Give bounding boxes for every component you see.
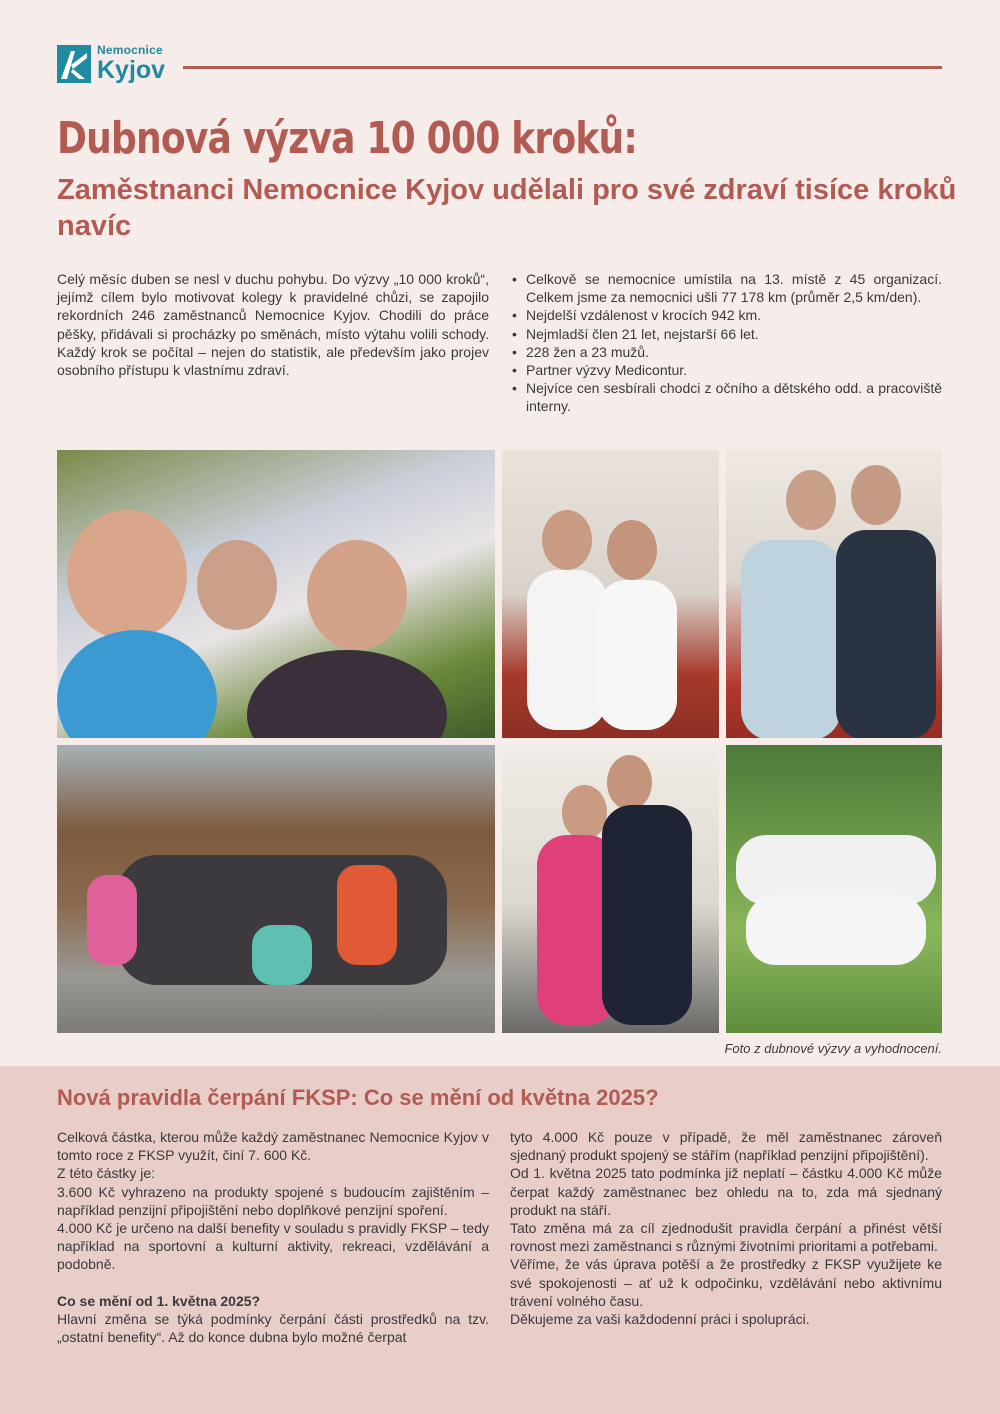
fksp-title: Nová pravidla čerpání FKSP: Co se mění od května 2025? bbox=[57, 1085, 659, 1110]
stat-item: • Nejdelší vzdálenost v krocích 942 km. bbox=[510, 306, 942, 324]
header-divider bbox=[183, 66, 942, 69]
article-title: Dubnová výzva 10 000 kroků: bbox=[57, 113, 638, 164]
stat-item: • Nejvíce cen sesbírali chodci z očního a dětského odd. a pracoviště interny. bbox=[510, 379, 942, 415]
fksp-paragraph: Tato změna má za cíl zjednodušit pravidla čerpání a přinést větší rovnost mezi zaměstnanci s různými životními prioritami a potřebami. bbox=[510, 1220, 942, 1255]
fksp-paragraph: Celková částka, kterou může každý zaměstnanec Nemocnice Kyjov v tomto roce z FKSP využít, činí 7. 600 Kč. bbox=[57, 1129, 489, 1164]
photo-selfie-blossom bbox=[57, 450, 495, 738]
hospital-logo bbox=[57, 44, 165, 83]
article-subtitle: Zaměstnanci Nemocnice Kyjov udělali pro své zdraví tisíce kroků navíc bbox=[57, 174, 957, 242]
fksp-paragraph: 4.000 Kč je určeno na další benefity v souladu s pravidly FKSP – tedy například na sportovní a kulturní aktivity, rekreaci, vzdělávání a podobně. bbox=[57, 1220, 489, 1273]
fksp-paragraph: Z této částky je: bbox=[57, 1165, 156, 1182]
photo-group-hike bbox=[57, 745, 495, 1033]
photo-men-diploma bbox=[726, 450, 942, 738]
photo-nurses-diploma bbox=[502, 450, 719, 738]
stat-item: • Celkově se nemocnice umístila na 13. místě z 45 organizací. Celkem jsme za nemocnici ušli 77 178 km (průměr 2,5 km/den). bbox=[510, 270, 942, 306]
logo-small-text: Nemocnice bbox=[97, 43, 163, 57]
fksp-paragraph: tyto 4.000 Kč pouze v případě, že měl zaměstnanec zároveň sjednaný produkt spojený se stářím (například penzijní připojištění). bbox=[510, 1129, 942, 1164]
fksp-paragraph: Děkujeme za vaši každodenní práci i spolupráci. bbox=[510, 1311, 810, 1328]
logo-mark-icon bbox=[57, 45, 91, 83]
stat-item: • Nejmladší člen 21 let, nejstarší 66 let. bbox=[510, 325, 942, 343]
fksp-paragraph: Věříme, že vás úprava potěší a že prostředky z FKSP využijete ke své spokojenosti – ať už k odpočinku, vzdělávání nebo aktivnímu trávení volného času. bbox=[510, 1256, 942, 1309]
photo-caption: Foto z dubnové výzvy a vyhodnocení. bbox=[724, 1041, 942, 1056]
photo-team-outdoor bbox=[726, 745, 942, 1033]
intro-paragraph: Celý měsíc duben se nesl v duchu pohybu. Do výzvy „10 000 kroků“, jejímž cílem bylo motivovat kolegy k pravidelné chůzi, se zapojilo rekordních 246 zaměstnanců Nemocnice Kyjov. Chodili do práce pěšky, přidávali si procházky po směnách, místo výtahu volili schody. Každý krok se počítal – nejen do statistik, ale především jako projev osobního přístupu k vlastnímu zdraví. bbox=[57, 271, 489, 379]
stats-list bbox=[510, 270, 942, 416]
fksp-paragraph: Od 1. května 2025 tato podmínka již neplatí – částku 4.000 Kč může čerpat každý zaměstnanec bez ohledu na to, zda má sjednaný produkt na stáří. bbox=[510, 1165, 942, 1218]
fksp-paragraph: 3.600 Kč vyhrazeno na produkty spojené s budoucím zajištěním – například penzijní připojištění nebo doplňkové penzijní spoření. bbox=[57, 1183, 489, 1218]
fksp-left-column bbox=[57, 1128, 489, 1346]
logo-big-text: Kyjov bbox=[97, 56, 166, 84]
fksp-subheading: Co se mění od 1. května 2025? bbox=[57, 1292, 261, 1309]
photo-woman-diploma bbox=[502, 745, 719, 1033]
header bbox=[57, 44, 942, 88]
fksp-paragraph: Hlavní změna se týká podmínky čerpání části prostředků na tzv. „ostatní benefity“. Až do konce dubna bylo možné čerpat bbox=[57, 1310, 489, 1346]
fksp-right-column bbox=[510, 1128, 942, 1328]
stat-item: • Partner výzvy Medicontur. bbox=[510, 361, 942, 379]
stat-item: • 228 žen a 23 mužů. bbox=[510, 343, 942, 361]
